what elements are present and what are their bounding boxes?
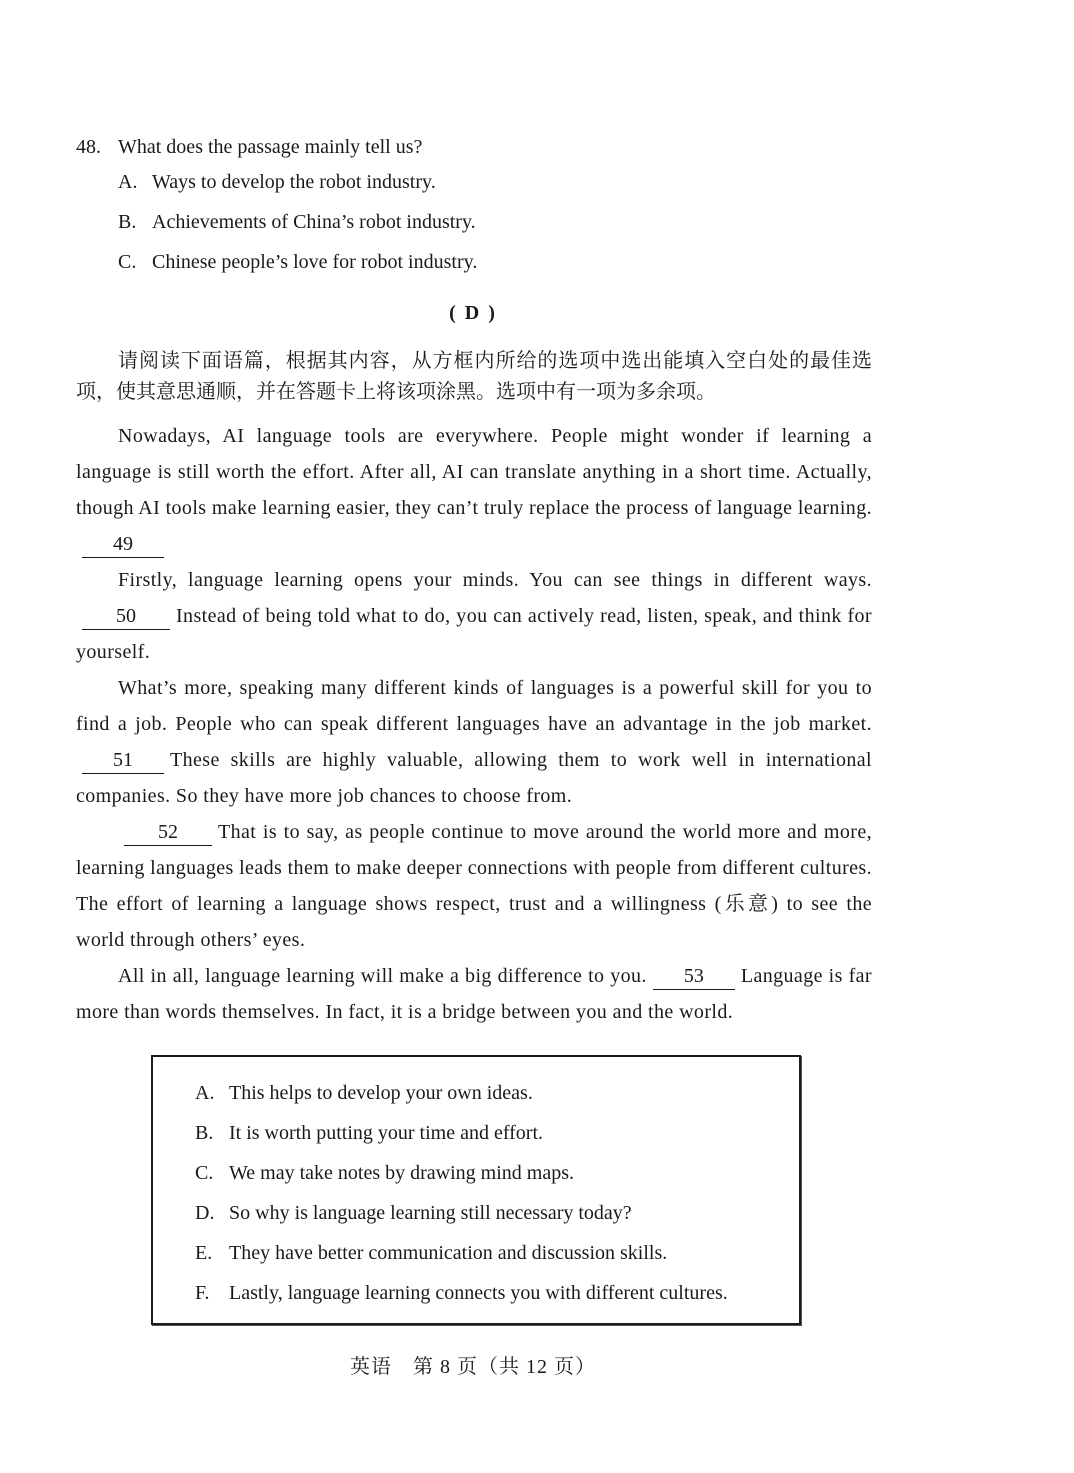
question-number: 48.: [76, 136, 101, 158]
option-label: C.: [118, 251, 137, 273]
option-label: A.: [195, 1082, 215, 1104]
option-label: A.: [118, 171, 138, 193]
paragraph-5: [76, 958, 872, 1030]
question-48-option-b: [118, 202, 477, 242]
paragraph-1: [76, 418, 872, 562]
blank-53: 53: [653, 963, 735, 990]
passage: [76, 418, 872, 1030]
answer-option-f: [195, 1277, 728, 1317]
answer-option-e: [195, 1237, 728, 1277]
option-text: Chinese people’s love for robot industry.: [152, 251, 478, 273]
paragraph-text: All in all, language learning will make a big difference to you.: [118, 965, 647, 987]
blank-50: 50: [82, 603, 170, 630]
option-text: We may take notes by drawing mind maps.: [229, 1162, 574, 1184]
question-48-stem: [76, 132, 435, 162]
option-label: B.: [195, 1122, 214, 1144]
answer-option-d: [195, 1197, 728, 1237]
option-label: B.: [118, 211, 137, 233]
option-text: Lastly, language learning connects you with different cultures.: [229, 1282, 728, 1304]
blank-51: 51: [82, 747, 164, 774]
option-text: This helps to develop your own ideas.: [229, 1082, 533, 1104]
paragraph-4: [76, 814, 872, 958]
paragraph-text: Nowadays, AI language tools are everywhere. People might wonder if learning a language is still worth the effort. After all, AI can translate anything in a short time. Actually, though AI tools make learning easier, they can’t truly replace the process of language learning.: [76, 425, 872, 519]
paragraph-text: Firstly, language learning opens your minds. You can see things in different ways.: [118, 569, 872, 591]
answer-options-box: [151, 1055, 801, 1325]
option-label: E.: [195, 1242, 213, 1264]
answer-option-b: [195, 1117, 728, 1157]
answer-option-c: [195, 1157, 728, 1197]
paragraph-text: What’s more, speaking many different kinds of languages is a powerful skill for you to find a job. People who can speak different languages have an advantage in the job market.: [76, 677, 872, 735]
page-footer: 英语 第 8 页（共 12 页）: [350, 1356, 596, 1378]
option-label: F.: [195, 1282, 210, 1304]
paragraph-2: [76, 562, 872, 670]
blank-52: 52: [124, 819, 212, 846]
section-title: ( D ): [449, 302, 497, 324]
option-text: They have better communication and discussion skills.: [229, 1242, 668, 1264]
answer-options-list: [195, 1077, 728, 1317]
option-label: C.: [195, 1162, 214, 1184]
paragraph-text: Instead of being told what to do, you can actively read, listen, speak, and think for yourself.: [76, 605, 872, 663]
option-text: It is worth putting your time and effort.: [229, 1122, 544, 1144]
blank-49: 49: [82, 531, 164, 558]
option-text: Ways to develop the robot industry.: [152, 171, 436, 193]
paragraph-text: That is to say, as people continue to move around the world more and more, learning languages leads them to make deeper connections with people from different cultures. The effort of learning a language shows respect, trust and a willingness (乐意) to see the world through others’ eyes.: [76, 821, 873, 951]
question-text: What does the passage mainly tell us?: [118, 136, 423, 158]
question-48-option-a: [118, 162, 477, 202]
question-48-option-c: [118, 242, 477, 282]
question-48: [76, 132, 478, 282]
option-text: Achievements of China’s robot industry.: [152, 211, 476, 233]
paragraph-3: [76, 670, 872, 814]
instructions: 请阅读下面语篇，根据其内容，从方框内所给的选项中选出能填入空白处的最佳选项，使其意思通顺，并在答题卡上将该项涂黑。选项中有一项为多余项。: [76, 350, 872, 403]
option-label: D.: [195, 1202, 215, 1224]
paragraph-text: Language is far more than words themselves. In fact, it is a bridge between you and the world.: [76, 965, 872, 1023]
paragraph-text: These skills are highly valuable, allowing them to work well in international companies. So they have more job chances to choose from.: [76, 749, 872, 807]
answer-option-a: [195, 1077, 728, 1117]
option-text: So why is language learning still necessary today?: [229, 1202, 632, 1224]
